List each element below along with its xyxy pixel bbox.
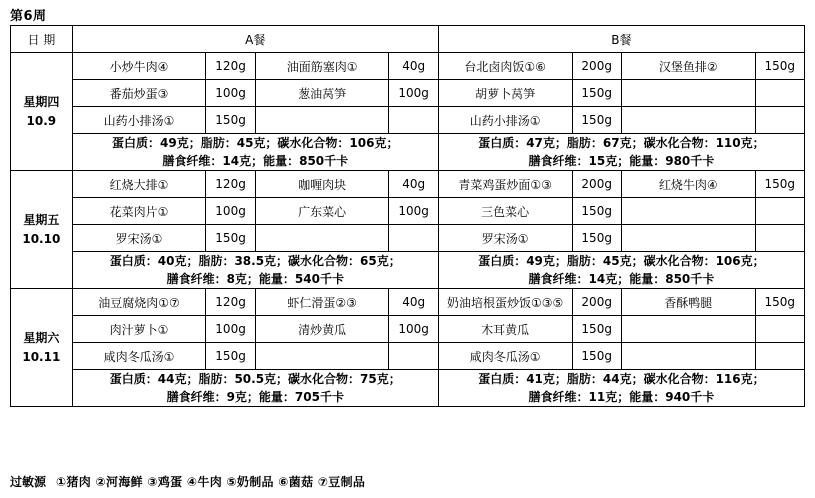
table-row [11,107,805,134]
day-date: 10.11 [22,349,61,364]
b-side-dish: 红烧牛肉④ [621,171,755,198]
table-row [11,289,805,316]
b-side-weight [755,80,804,107]
b-main-weight: 150g [572,343,621,370]
day-cell [11,289,73,407]
allergen-legend [10,473,365,490]
b-side-dish [621,198,755,225]
a-main-weight: 150g [206,107,255,134]
b-main-weight: 200g [572,171,621,198]
b-main-dish: 青菜鸡蛋炒面①③ [438,171,572,198]
a-nutrition-line1: 蛋白质：44克；脂肪：50.5克；碳水化合物：75克； [109,372,401,386]
b-main-weight: 200g [572,289,621,316]
a-main-weight: 120g [206,171,255,198]
weekly-menu-table [10,25,805,407]
b-side-dish [621,316,755,343]
b-main-dish: 罗宋汤① [438,225,572,252]
a-main-dish: 红烧大排① [72,171,206,198]
table-row [11,80,805,107]
a-main-dish: 罗宋汤① [72,225,206,252]
b-nutrition-line2: 膳食纤维：15克；能量：980千卡 [528,154,715,168]
b-side-weight [755,198,804,225]
table-row [11,198,805,225]
b-side-dish [621,343,755,370]
day-name: 星期四 [23,94,60,109]
a-nutrition-line2: 膳食纤维：14克；能量：850千卡 [162,154,349,168]
table-header-row [11,26,805,53]
b-side-dish [621,107,755,134]
header-meal-b: B餐 [438,26,804,53]
day-date: 10.10 [22,231,61,246]
b-main-weight: 200g [572,53,621,80]
a-main-weight: 100g [206,80,255,107]
b-main-weight: 150g [572,80,621,107]
a-nutrition-line2: 膳食纤维：9克；能量：705千卡 [166,390,344,404]
b-main-dish: 咸肉冬瓜汤① [438,343,572,370]
a-side-weight [389,225,438,252]
a-side-weight: 40g [389,171,438,198]
a-side-dish [255,107,389,134]
b-main-dish: 台北卤肉饭①⑥ [438,53,572,80]
page-title: 第6周 [10,9,47,24]
b-nutrition [438,252,804,289]
day-date: 10.9 [26,113,57,128]
a-side-dish: 油面筋塞肉① [255,53,389,80]
a-main-dish: 肉汁萝卜① [72,316,206,343]
table-row [11,225,805,252]
header-meal-a: A餐 [72,26,438,53]
table-row [11,316,805,343]
b-main-dish: 木耳黄瓜 [438,316,572,343]
a-main-weight: 120g [206,289,255,316]
a-side-dish: 清炒黄瓜 [255,316,389,343]
b-side-weight [755,343,804,370]
b-nutrition-line1: 蛋白质：47克；脂肪：67克；碳水化合物：110克； [478,136,765,150]
nutrition-row [11,370,805,407]
nutrition-row [11,134,805,171]
a-side-dish: 葱油莴笋 [255,80,389,107]
b-main-weight: 150g [572,225,621,252]
b-side-dish: 香酥鸭腿 [621,289,755,316]
header-date: 日 期 [11,26,73,53]
a-side-dish: 咖喱肉块 [255,171,389,198]
b-main-dish: 奶油培根蛋炒饭①③⑤ [438,289,572,316]
a-side-dish: 广东菜心 [255,198,389,225]
allergen-items: ①猪肉 ②河海鲜 ③鸡蛋 ④牛肉 ⑤奶制品 ⑥菌菇 ⑦豆制品 [56,475,366,489]
table-row [11,171,805,198]
a-nutrition-line1: 蛋白质：40克；脂肪：38.5克；碳水化合物：65克； [109,254,401,268]
a-main-weight: 120g [206,53,255,80]
b-nutrition-line1: 蛋白质：49克；脂肪：45克；碳水化合物：106克； [478,254,765,268]
a-nutrition-line1: 蛋白质：49克；脂肪：45克；碳水化合物：106克； [112,136,399,150]
a-nutrition [72,252,438,289]
a-side-dish [255,343,389,370]
a-main-dish: 小炒牛肉④ [72,53,206,80]
b-side-weight [755,316,804,343]
b-nutrition [438,370,804,407]
table-row [11,343,805,370]
b-side-dish [621,80,755,107]
a-main-dish: 番茄炒蛋③ [72,80,206,107]
b-side-dish: 汉堡鱼排② [621,53,755,80]
a-side-weight: 100g [389,198,438,225]
a-main-dish: 花菜肉片① [72,198,206,225]
a-side-dish: 虾仁滑蛋②③ [255,289,389,316]
b-side-dish [621,225,755,252]
b-nutrition-line2: 膳食纤维：11克；能量：940千卡 [528,390,715,404]
a-side-weight: 40g [389,53,438,80]
a-main-dish: 山药小排汤① [72,107,206,134]
b-side-weight: 150g [755,171,804,198]
b-main-dish: 胡萝卜莴笋 [438,80,572,107]
b-main-dish: 山药小排汤① [438,107,572,134]
a-nutrition [72,370,438,407]
a-side-weight: 100g [389,80,438,107]
b-side-weight: 150g [755,289,804,316]
a-side-weight [389,343,438,370]
table-row [11,53,805,80]
a-main-dish: 咸肉冬瓜汤① [72,343,206,370]
a-side-weight [389,107,438,134]
b-side-weight: 150g [755,53,804,80]
b-main-weight: 150g [572,198,621,225]
day-name: 星期五 [23,212,60,227]
b-main-dish: 三色菜心 [438,198,572,225]
a-side-weight: 40g [389,289,438,316]
b-nutrition [438,134,804,171]
b-nutrition-line2: 膳食纤维：14克；能量：850千卡 [528,272,715,286]
a-side-dish [255,225,389,252]
a-main-weight: 150g [206,225,255,252]
a-side-weight: 100g [389,316,438,343]
a-nutrition [72,134,438,171]
nutrition-row [11,252,805,289]
a-main-dish: 油豆腐烧肉①⑦ [72,289,206,316]
b-nutrition-line1: 蛋白质：41克；脂肪：44克；碳水化合物：116克； [478,372,765,386]
a-main-weight: 100g [206,198,255,225]
day-name: 星期六 [23,330,60,345]
b-side-weight [755,225,804,252]
a-main-weight: 100g [206,316,255,343]
day-cell [11,53,73,171]
a-nutrition-line2: 膳食纤维：8克；能量：540千卡 [166,272,344,286]
a-main-weight: 150g [206,343,255,370]
b-side-weight [755,107,804,134]
b-main-weight: 150g [572,316,621,343]
day-cell [11,171,73,289]
b-main-weight: 150g [572,107,621,134]
allergen-label: 过敏源 [10,475,47,489]
